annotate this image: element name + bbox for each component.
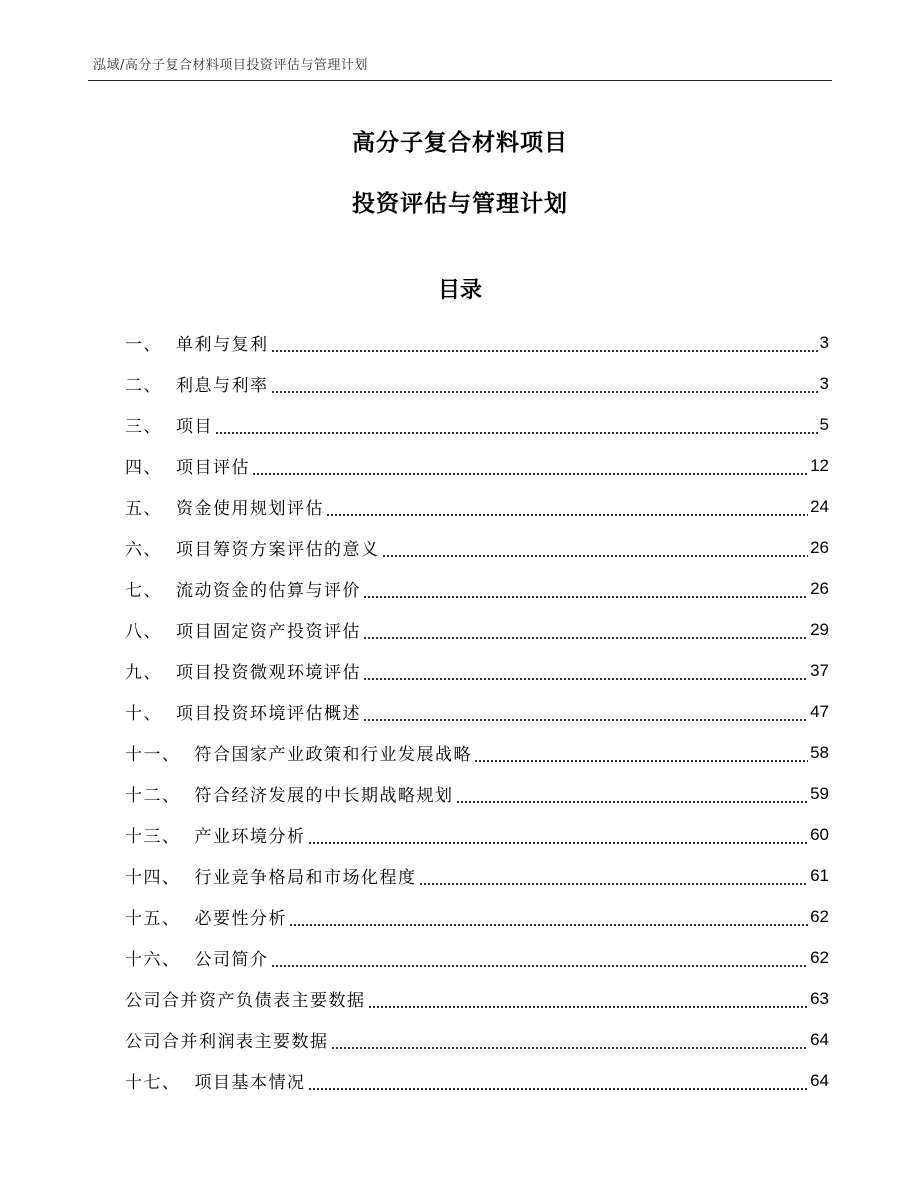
toc-entry-page: 47 [810,701,829,721]
toc-entry[interactable] [125,1019,829,1060]
toc-dot-leader [419,869,809,886]
toc-entry[interactable] [125,527,829,568]
toc-entry[interactable] [125,445,829,486]
toc-entry-page: 24 [810,496,829,516]
toc-entry-title: 必要性分析 [194,909,287,929]
toc-entry-page: 37 [810,660,829,680]
toc-entry-page: 61 [810,865,829,885]
toc-entry-number: 十四、 [125,868,181,888]
toc-entry-page: 62 [810,947,829,967]
toc-entry-title: 公司简介 [194,950,269,970]
toc-heading: 目录 [437,278,482,303]
toc-entry-page: 3 [819,373,829,393]
toc-entry-page: 64 [810,1070,829,1090]
running-header: 泓域/高分子复合材料项目投资评估与管理计划 [93,58,368,73]
toc-entry-title: 符合经济发展的中长期战略规划 [194,786,454,806]
toc-entry-number: 十、 [125,704,162,724]
header-divider [88,80,832,81]
toc-entry[interactable] [125,568,829,609]
toc-entry-title: 资金使用规划评估 [176,499,324,519]
toc-entry-page: 3 [819,332,829,352]
toc-entry[interactable] [125,650,829,691]
toc-entry[interactable] [125,691,829,732]
toc-dot-leader [456,787,809,804]
toc-dot-leader [252,459,808,476]
toc-entry-page: 5 [819,414,829,434]
toc-entry[interactable] [125,404,829,445]
toc-dot-leader [363,664,808,681]
toc-entry[interactable] [125,322,829,363]
toc-entry-number: 十五、 [125,909,181,929]
toc-entry[interactable] [125,855,829,896]
toc-dot-leader [363,582,808,599]
toc-entry-title: 项目筹资方案评估的意义 [176,540,380,560]
toc-entry[interactable] [125,896,829,937]
toc-entry-title: 公司合并利润表主要数据 [125,1032,329,1052]
toc-dot-leader [326,500,808,517]
toc-entry[interactable] [125,814,829,855]
toc-entry-title: 利息与利率 [176,376,269,396]
toc-entry-number: 七、 [125,581,162,601]
toc-dot-leader [331,1033,809,1050]
toc-entry[interactable] [125,978,829,1019]
toc-entry-title: 符合国家产业政策和行业发展战略 [194,745,472,765]
toc-entry-title: 行业竞争格局和市场化程度 [194,868,417,888]
toc-entry-page: 62 [810,906,829,926]
toc-entry-number: 十三、 [125,827,181,847]
toc-dot-leader [271,377,818,394]
toc-entry-number: 八、 [125,622,162,642]
toc-entry-number: 十二、 [125,786,181,806]
toc-entry-title: 流动资金的估算与评价 [176,581,361,601]
toc-entry-page: 58 [810,742,829,762]
toc-entry-title: 项目投资微观环境评估 [176,663,361,683]
toc-entry-number: 二、 [125,376,162,396]
toc-entry-page: 26 [810,537,829,557]
toc-entry-page: 63 [810,988,829,1008]
toc-entry-title: 项目评估 [176,458,250,478]
toc-dot-leader [289,910,808,927]
document-title-line-2: 投资评估与管理计划 [352,191,568,217]
toc-entry-title: 项目固定资产投资评估 [176,622,361,642]
toc-entry-number: 五、 [125,499,162,519]
toc-entry[interactable] [125,732,829,773]
toc-entry-title: 项目 [176,417,213,437]
toc-entry-title: 产业环境分析 [194,827,306,847]
toc-dot-leader [363,623,808,640]
toc-entry-number: 九、 [125,663,162,683]
toc-dot-leader [368,992,809,1009]
toc-entry[interactable] [125,773,829,814]
toc-entry[interactable] [125,609,829,650]
toc-entry-page: 60 [810,824,829,844]
toc-dot-leader [271,951,809,968]
toc-dot-leader [474,746,808,763]
toc-dot-leader [363,705,808,722]
toc-dot-leader [215,418,818,435]
toc-dot-leader [308,1074,809,1091]
toc-entry-number: 十一、 [125,745,181,765]
toc-entry-number: 十七、 [125,1073,181,1093]
toc-entry-page: 29 [810,619,829,639]
toc-entry[interactable] [125,363,829,404]
toc-entry-title: 项目基本情况 [194,1073,306,1093]
toc-entry-number: 十六、 [125,950,181,970]
toc-entry-title: 公司合并资产负债表主要数据 [125,991,366,1011]
table-of-contents [125,322,829,1101]
toc-entry-number: 六、 [125,540,162,560]
toc-entry-title: 项目投资环境评估概述 [176,704,361,724]
toc-entry-page: 64 [810,1029,829,1049]
toc-entry[interactable] [125,1060,829,1101]
document-title-line-1: 高分子复合材料项目 [352,130,568,156]
toc-entry-number: 三、 [125,417,162,437]
toc-entry-page: 12 [810,455,829,475]
toc-entry[interactable] [125,937,829,978]
toc-dot-leader [271,336,818,353]
toc-entry-title: 单利与复利 [176,335,269,355]
toc-entry-page: 59 [810,783,829,803]
toc-entry-number: 一、 [125,335,162,355]
toc-entry[interactable] [125,486,829,527]
toc-entry-number: 四、 [125,458,162,478]
toc-entry-page: 26 [810,578,829,598]
toc-dot-leader [308,828,809,845]
toc-dot-leader [382,541,809,558]
